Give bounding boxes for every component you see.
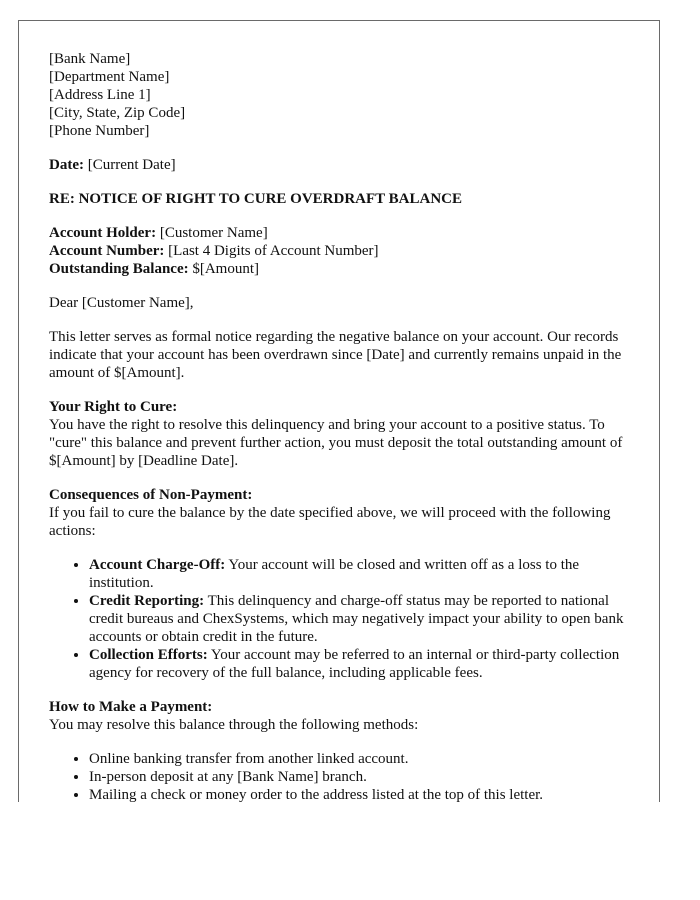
- city-state-zip: [City, State, Zip Code]: [49, 105, 186, 121]
- payment-methods-list: [49, 750, 633, 802]
- consequence-title: Collection Efforts:: [89, 647, 208, 663]
- payment-heading: How to Make a Payment:: [49, 699, 213, 715]
- date-label: Date:: [49, 157, 84, 173]
- list-item: [89, 646, 633, 682]
- outstanding-balance-value: $[Amount]: [188, 261, 260, 277]
- account-details: [49, 224, 633, 278]
- bank-name: [Bank Name]: [49, 51, 131, 67]
- consequence-text: Your account will be closed and written off as a loss to the institution.: [89, 557, 580, 591]
- consequences-section: [49, 486, 633, 682]
- list-item: • Mailing a check or money order to the address listed at the top of this letter.: [89, 786, 633, 802]
- right-to-cure-section: [49, 398, 633, 470]
- account-number-line: [49, 242, 633, 260]
- sender-address: [49, 50, 633, 140]
- list-item: [89, 592, 633, 646]
- consequence-text: This delinquency and charge-off status may be reported to national credit bureaus and ChexSystems, which may negatively impact your ability to open bank accounts or obtain credit in the future.: [89, 593, 624, 645]
- consequences-heading: Consequences of Non-Payment:: [49, 487, 253, 503]
- payment-body: You may resolve this balance through the following methods:: [49, 717, 419, 733]
- list-item: • Online banking transfer from another linked account.: [89, 750, 633, 768]
- salutation: Dear [Customer Name],: [49, 295, 194, 311]
- intro-paragraph: This letter serves as formal notice regarding the negative balance on your account. Our records indicate that your account has been overdrawn since [Date] and currently remains unpaid in the amount of $[Amount].: [49, 329, 622, 381]
- consequences-body: If you fail to cure the balance by the date specified above, we will proceed with the following actions:: [49, 505, 611, 539]
- account-holder-line: [49, 224, 633, 242]
- date-value: [Current Date]: [83, 157, 176, 173]
- consequence-title: Credit Reporting:: [89, 593, 205, 609]
- letter-page: [18, 20, 660, 802]
- account-number-label: Account Number:: [49, 243, 165, 259]
- outstanding-balance-line: [49, 260, 633, 278]
- consequences-list: [49, 556, 633, 682]
- list-item: [89, 556, 633, 592]
- letter-body: [49, 50, 633, 802]
- date-line: [49, 156, 633, 174]
- list-item: • In-person deposit at any [Bank Name] branch.: [89, 768, 633, 786]
- account-holder-value: [Customer Name]: [156, 225, 268, 241]
- right-to-cure-heading: Your Right to Cure:: [49, 399, 178, 415]
- consequence-title: Account Charge-Off:: [89, 557, 226, 573]
- consequence-text: Your account may be referred to an internal or third-party collection agency for recovery of the full balance, including applicable fees.: [89, 647, 620, 681]
- department-name: [Department Name]: [49, 69, 170, 85]
- account-number-value: [Last 4 Digits of Account Number]: [164, 243, 379, 259]
- address-line: [Address Line 1]: [49, 87, 151, 103]
- subject-line: RE: NOTICE OF RIGHT TO CURE OVERDRAFT BALANCE: [49, 191, 462, 207]
- right-to-cure-body: You have the right to resolve this delinquency and bring your account to a positive status. To "cure" this balance and prevent further action, you must deposit the total outstanding amount of $[Amount] by [Deadline Date].: [49, 417, 623, 469]
- outstanding-balance-label: Outstanding Balance:: [49, 261, 189, 277]
- account-holder-label: Account Holder:: [49, 225, 157, 241]
- payment-section: [49, 698, 633, 802]
- phone-number: [Phone Number]: [49, 123, 150, 139]
